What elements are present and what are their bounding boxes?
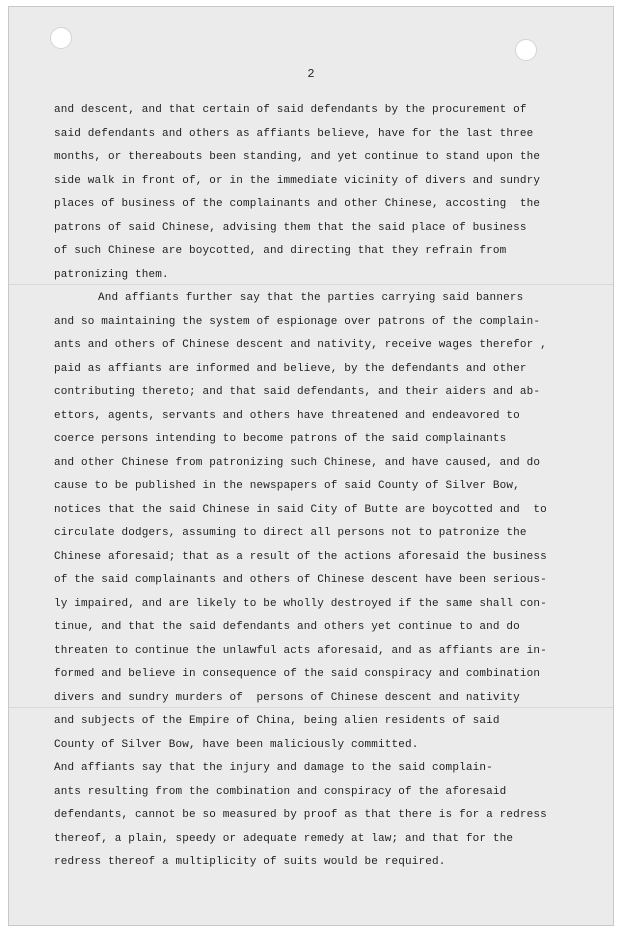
text-line: notices that the said Chinese in said City of Butte are boycotted and to	[54, 503, 547, 516]
text-line: ants and others of Chinese descent and nativity, receive wages therefor ,	[54, 339, 547, 351]
punch-hole-left	[50, 27, 72, 49]
text-line: Chinese aforesaid; that as a result of the actions aforesaid the business	[54, 550, 547, 563]
paragraph-start-line: And affiants further say that the parties carrying said banners	[98, 292, 524, 304]
page-number: 2	[307, 67, 315, 81]
text-line: ettors, agents, servants and others have threatened and endeavored to	[54, 409, 520, 422]
text-line: circulate dodgers, assuming to direct all persons not to patronize the	[54, 527, 527, 539]
text-line: thereof, a plain, speedy or adequate remedy at law; and that for the	[54, 832, 514, 845]
text-line: and other Chinese from patronizing such Chinese, and have caused, and do	[54, 456, 541, 469]
paragraph-start-line: And affiants say that the injury and damage to the said complain-	[54, 762, 493, 774]
document-body	[54, 99, 574, 875]
text-line: cause to be published in the newspapers of said County of Silver Bow,	[54, 480, 520, 492]
text-line: County of Silver Bow, have been maliciously committed.	[54, 738, 419, 751]
text-line: and descent, and that certain of said defendants by the procurement of	[54, 104, 527, 116]
text-line: and subjects of the Empire of China, being alien residents of said	[54, 715, 500, 727]
text-line: months, or thereabouts been standing, and yet continue to stand upon the	[54, 151, 541, 163]
text-line: places of business of the complainants and other Chinese, accosting the	[54, 198, 541, 210]
text-line: patrons of said Chinese, advising them that the said place of business	[54, 221, 527, 234]
text-line: defendants, cannot be so measured by proof as that there is for a redress	[54, 809, 547, 821]
text-line: redress thereof a multiplicity of suits would be required.	[54, 856, 446, 868]
text-line: threaten to continue the unlawful acts aforesaid, and as affiants are in-	[54, 644, 547, 657]
text-line: ants resulting from the combination and conspiracy of the aforesaid	[54, 785, 507, 798]
text-line: side walk in front of, or in the immediate vicinity of divers and sundry	[54, 174, 541, 187]
punch-hole-right	[515, 39, 537, 61]
text-line: contributing thereto; and that said defendants, and their aiders and ab-	[54, 386, 541, 398]
text-line: paid as affiants are informed and believe, by the defendants and other	[54, 362, 527, 375]
text-line: and so maintaining the system of espionage over patrons of the complain-	[54, 315, 541, 328]
text-line: of the said complainants and others of Chinese descent have been serious-	[54, 574, 547, 586]
text-line: patronizing them.	[54, 268, 169, 281]
text-line: of such Chinese are boycotted, and directing that they refrain from	[54, 245, 507, 257]
text-line: said defendants and others as affiants believe, have for the last three	[54, 127, 534, 140]
text-line: divers and sundry murders of persons of Chinese descent and nativity	[54, 691, 520, 704]
text-line: formed and believe in consequence of the said conspiracy and combination	[54, 668, 541, 680]
document-page	[8, 6, 614, 926]
text-line: coerce persons intending to become patrons of the said complainants	[54, 433, 507, 445]
text-line: tinue, and that the said defendants and others yet continue to and do	[54, 621, 520, 633]
text-line: ly impaired, and are likely to be wholly destroyed if the same shall con-	[54, 597, 547, 610]
